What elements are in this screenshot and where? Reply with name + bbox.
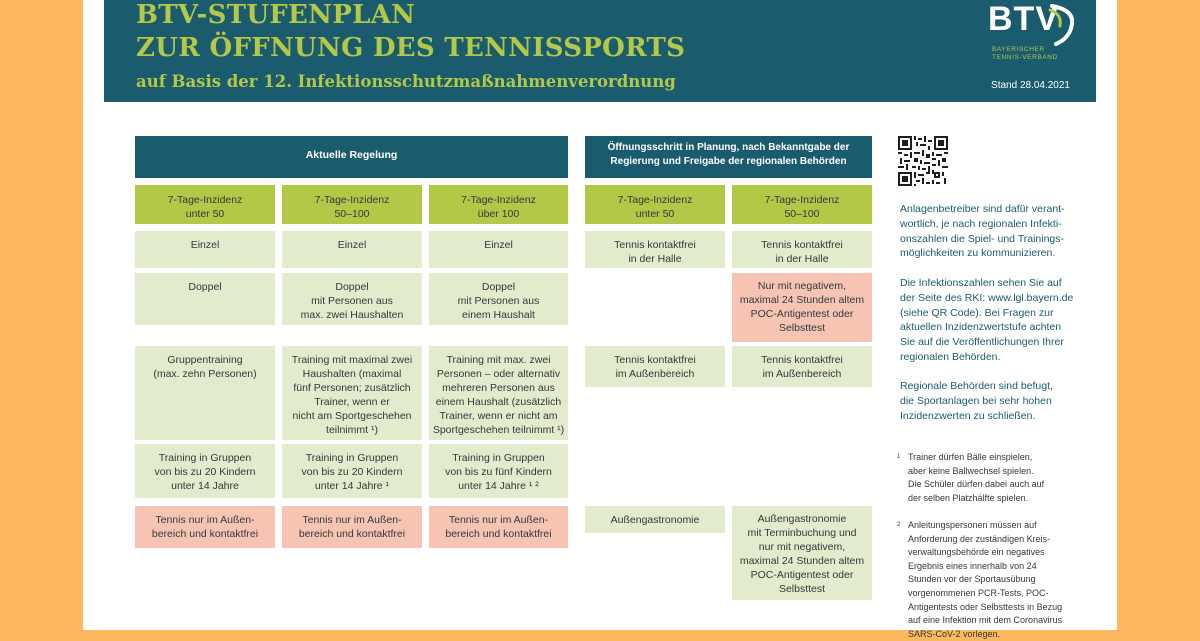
- cell-aussen-2: Tennis nur im Außen- bereich und kontaktfrei: [282, 506, 422, 548]
- cell-einzel-1: Einzel: [135, 231, 275, 268]
- cell-aussen-5: Außengastronomie mit Terminbuchung und nur mit negativem, maximal 24 Stunden altem POC-Antigentest oder Selbsttest: [732, 506, 872, 600]
- footnote-1-mark: 1: [897, 454, 901, 460]
- cell-aussen-4: Außengastronomie: [585, 506, 725, 533]
- cell-einzel-2: Einzel: [282, 231, 422, 268]
- stand-date: Stand 28.04.2021: [991, 80, 1070, 91]
- logo-swoosh-icon: [1046, 2, 1080, 46]
- cell-gruppe-2: Training mit maximal zwei Haushalten (maximal fünf Personen; zusätzlich Trainer, wenn er nicht am Sportgeschehen teilnimmt ¹): [282, 346, 422, 440]
- cell-doppel-1: Doppel: [135, 273, 275, 325]
- incidence-header-3: 7-Tage-Inzidenz über 100: [429, 185, 568, 224]
- qr-code-icon[interactable]: [898, 136, 948, 186]
- cell-doppel-3: Doppel mit Personen aus einem Haushalt: [429, 273, 568, 325]
- footnote-2-mark: 2: [897, 522, 901, 528]
- logo-letters: BTV: [988, 0, 1059, 38]
- cell-aussen-1: Tennis nur im Außen- bereich und kontaktfrei: [135, 506, 275, 548]
- sidebar-paragraph-3: Regionale Behörden sind befugt, die Sportanlagen bei sehr hohen Inzidenzwerten zu schließen.: [900, 380, 1053, 422]
- cell-gruppe-5: Tennis kontaktfrei im Außenbereich: [732, 346, 872, 387]
- cell-gruppe-3: Training mit max. zwei Personen – oder alternativ mehreren Personen aus einem Haushalt (zusätzlich Trainer, wenn er nicht am Sportgeschehen teilnimmt ¹): [429, 346, 568, 440]
- group-header-current: Aktuelle Regelung: [135, 136, 568, 178]
- cell-einzel-5: Tennis kontaktfrei in der Halle: [732, 231, 872, 268]
- incidence-header-5: 7-Tage-Inzidenz 50–100: [732, 185, 872, 224]
- incidence-header-4: 7-Tage-Inzidenz unter 50: [585, 185, 725, 224]
- poster-page: [83, 0, 1117, 639]
- group-header-planned: Öffnungsschritt in Planung, nach Bekanntgabe der Regierung und Freigabe der regionalen Behörden: [585, 136, 872, 178]
- title-line-2: ZUR ÖFFNUNG DES TENNISSPORTS: [136, 33, 686, 63]
- subtitle: auf Basis der 12. Infektionsschutzmaßnahmenverordnung: [136, 72, 676, 91]
- header-banner: [104, 0, 1096, 102]
- cell-aussen-3: Tennis nur im Außen- bereich und kontaktfrei: [429, 506, 568, 548]
- footnote-2-text: Anleitungspersonen müssen auf Anforderung der zuständigen Kreis- verwaltungsbehörde ein negatives Ergebnis eines innerhalb von 24 Stunden vor der Sportausübung vorgenommenen PCR-Tests, POC- Antigentests oder Selbsttests in Bezug auf eine Infektion mit dem Coronavirus SARS-CoV-2 vorlegen.: [908, 520, 1063, 639]
- footnote-2: [897, 519, 1080, 639]
- footnote-1-text: Trainer dürfen Bälle einspielen, aber keine Ballwechsel spielen. Die Schüler dürfen dabei auch auf der selben Platzhälfte spielen.: [908, 452, 1045, 503]
- logo-subtitle-2: TENNIS-VERBAND: [992, 54, 1058, 61]
- footnote-1: [897, 451, 1080, 503]
- title-line-1: BTV-STUFENPLAN: [136, 0, 416, 30]
- sidebar-paragraph-1: Anlagenbetreiber sind dafür verant- wortlich, je nach regionalen Infekti- onszahlen die Spiel- und Trainings- möglichkeiten zu kommunizieren.: [900, 203, 1065, 260]
- cell-einzel-3: Einzel: [429, 231, 568, 268]
- cell-gruppe-4: Tennis kontaktfrei im Außenbereich: [585, 346, 725, 387]
- cell-einzel-4: Tennis kontaktfrei in der Halle: [585, 231, 725, 268]
- cell-kinder-1: Training in Gruppen von bis zu 20 Kindern unter 14 Jahre: [135, 444, 275, 498]
- cell-doppel-2: Doppel mit Personen aus max. zwei Haushalten: [282, 273, 422, 325]
- incidence-header-2: 7-Tage-Inzidenz 50–100: [282, 185, 422, 224]
- cell-doppel-5: Nur mit negativem, maximal 24 Stunden altem POC-Antigentest oder Selbsttest: [732, 273, 872, 342]
- sidebar-paragraph-2[interactable]: Die Infektionszahlen sehen Sie auf der Seite des RKI: www.lgl.bayern.de (siehe QR Code). Bei Fragen zur aktuellen Inzidenzwertstufe achten Sie auf die Veröffentlichungen Ihrer regionalen Behörden.: [900, 277, 1074, 363]
- cell-kinder-2: Training in Gruppen von bis zu 20 Kindern unter 14 Jahre ¹: [282, 444, 422, 498]
- incidence-header-1: 7-Tage-Inzidenz unter 50: [135, 185, 275, 224]
- cell-kinder-3: Training in Gruppen von bis zu fünf Kindern unter 14 Jahre ¹ ²: [429, 444, 568, 498]
- cell-gruppe-1: Gruppentraining (max. zehn Personen): [135, 346, 275, 440]
- btv-logo: [988, 2, 1080, 64]
- logo-subtitle-1: BAYERISCHER: [992, 46, 1045, 53]
